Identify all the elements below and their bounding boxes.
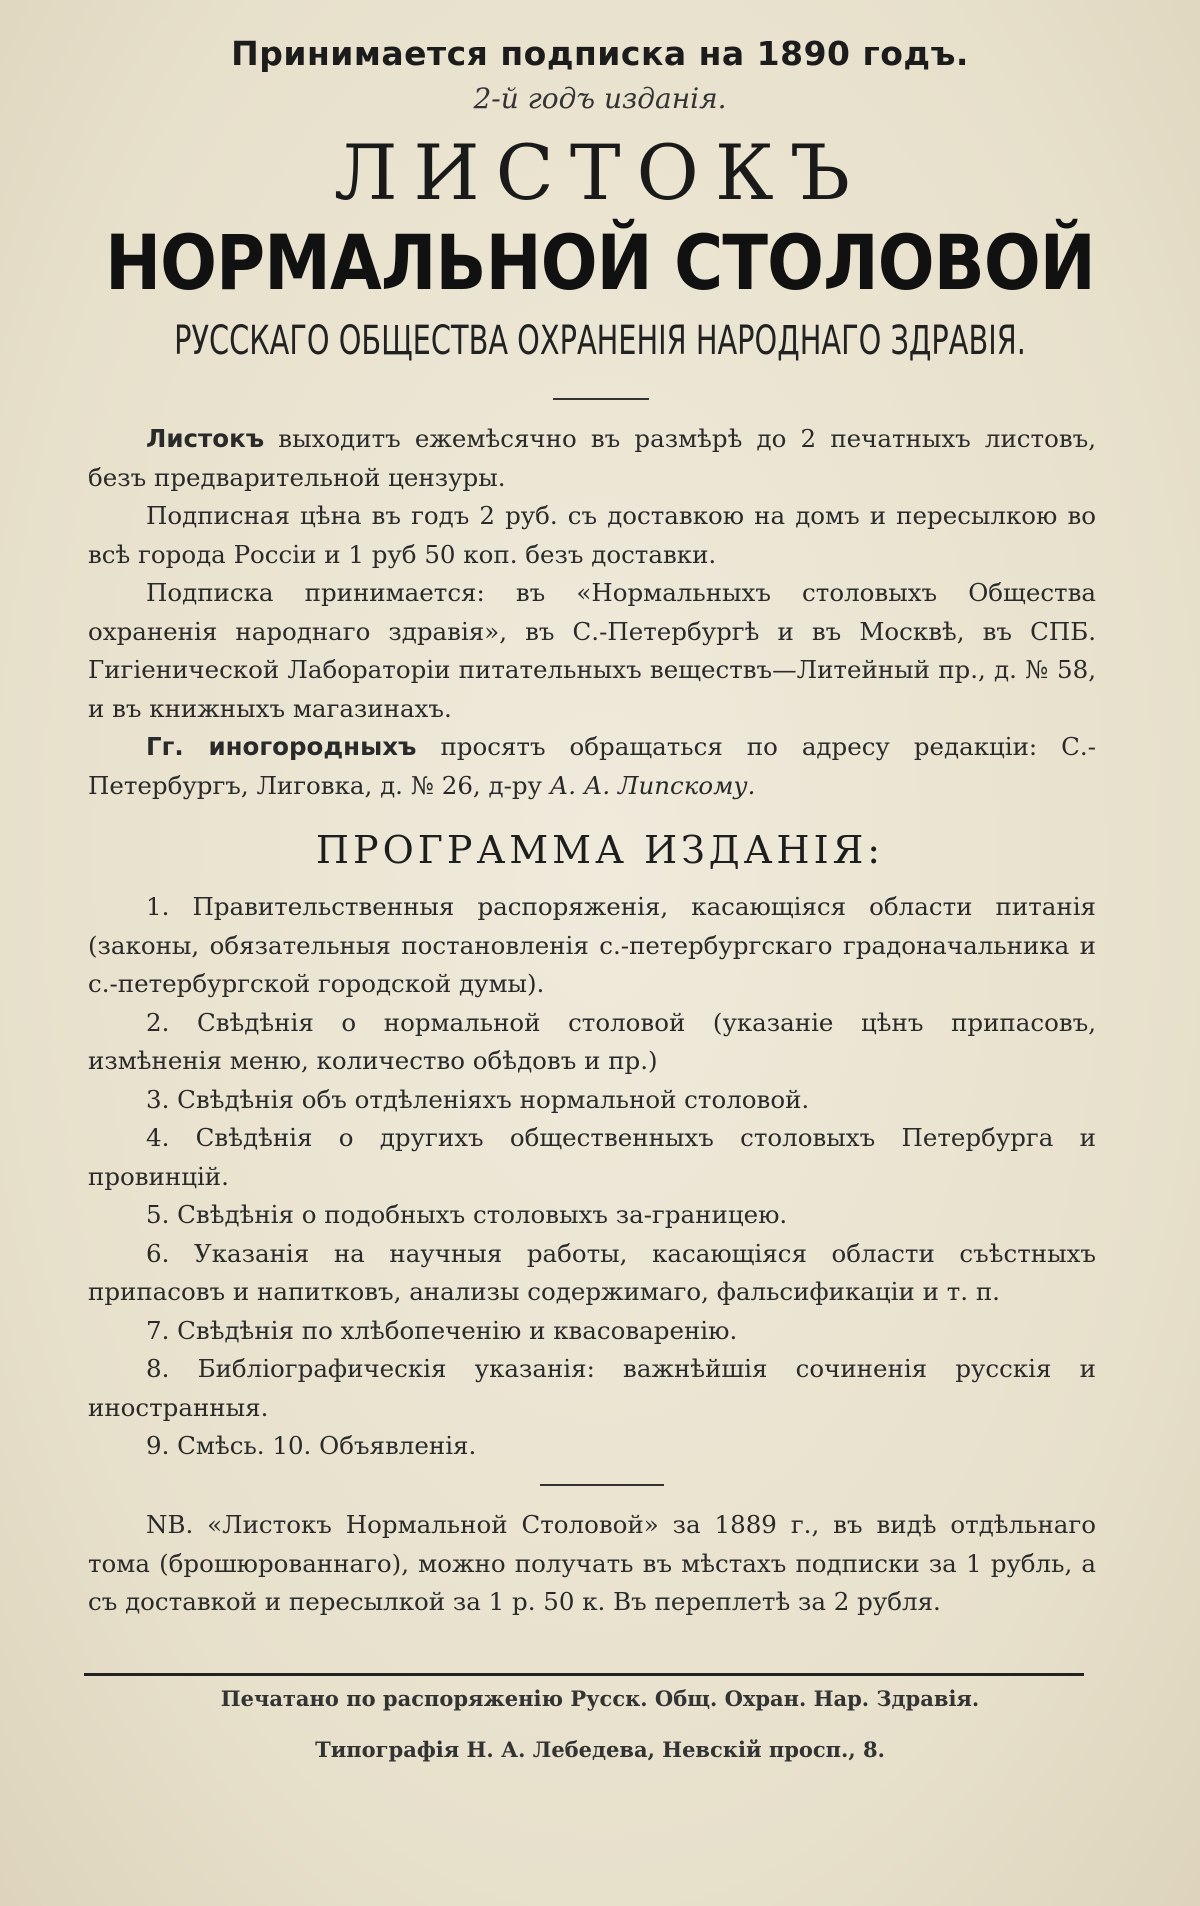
- footer-rule: [84, 1673, 1084, 1676]
- printed-by: Печатано по распоряженію Русск. Общ. Охран. Нар. Здравія.: [220, 1686, 980, 1711]
- editor-name: А. А. Липскому.: [549, 770, 756, 800]
- divider: [540, 1484, 664, 1486]
- info-paragraph: [88, 728, 1096, 805]
- program-item: 5. Свѣдѣнія о подобныхъ столовыхъ за-границею.: [146, 1200, 788, 1229]
- info-paragraph: [88, 420, 1096, 497]
- info-text: просятъ обращаться по адресу редакціи: С.-Петербургъ, Лиговка, д. № 26, д-ру: [88, 732, 1096, 800]
- info-section: [88, 420, 1096, 805]
- info-bold: Листокъ: [146, 424, 265, 453]
- program-item: 6. Указанія на научныя работы, касающіяся области съѣстныхъ припасовъ и напитковъ, анализы содержимаго, фальсификаціи и т. п.: [88, 1238, 1096, 1306]
- program-item: 3. Свѣдѣнія объ отдѣленіяхъ нормальной столовой.: [146, 1084, 810, 1114]
- program-item: 7. Свѣдѣнія по хлѣбопеченію и квасоваренію.: [146, 1315, 738, 1345]
- program-item: 1. Правительственныя распоряженія, касающіяся области питанія (законы, обязательныя постановленія с.-петербургскаго градоначальника и с.-петербургской городской думы).: [88, 892, 1096, 998]
- program-list: [88, 888, 1096, 1466]
- subscription-notice: Принимается подписка на 1890 годъ.: [231, 34, 969, 73]
- program-item: 2. Свѣдѣнія о нормальной столовой (указаніе цѣнъ припасовъ, измѣненія меню, количество обѣдовъ и пр.): [88, 1007, 1096, 1075]
- title-line-3: РУССКАГО ОБЩЕСТВА ОХРАНЕНІЯ НАРОДНАГО ЗДРАВІЯ.: [174, 318, 1026, 364]
- info-paragraph: Подписная цѣна въ годъ 2 руб. съ доставкою на домъ и пересылкою во всѣ города Россіи и 1 руб 50 коп. безъ доставки.: [88, 501, 1096, 569]
- title-line-2: НОРМАЛЬНОЙ СТОЛОВОЙ: [105, 218, 1095, 307]
- program-item: 9. Смѣсь. 10. Объявленія.: [146, 1431, 477, 1460]
- program-item: 8. Библіографическія указанія: важнѣйшія сочиненія русскія и иностранныя.: [88, 1354, 1096, 1422]
- program-item: 4. Свѣдѣнія о другихъ общественныхъ столовыхъ Петербурга и провинцій.: [88, 1123, 1096, 1191]
- info-paragraph: Подписка принимается: въ «Нормальныхъ столовыхъ Общества охраненія народнаго здравія», въ С.-Петербургѣ и въ Москвѣ, въ СПБ. Гигіенической Лабораторіи питательныхъ веществъ—Литейный пр., д. № 58, и въ книжныхъ магазинахъ.: [88, 578, 1096, 723]
- printing-house: Типографія Н. А. Лебедева, Невскій просп., 8.: [315, 1737, 885, 1762]
- year-of-edition: 2-й годъ изданія.: [473, 82, 727, 115]
- title-line-1: ЛИСТОКЪ: [333, 128, 867, 217]
- info-bold: Гг. иногородныхъ: [146, 732, 417, 761]
- divider: [553, 398, 649, 400]
- nb-paragraph: NB. «Листокъ Нормальной Столовой» за 1889 г., въ видѣ отдѣльнаго тома (брошюрованнаго), можно получать въ мѣстахъ подписки за 1 рубль, а съ доставкой и пересылкой за 1 р. 50 к. Въ переплетѣ за 2 рубля.: [88, 1510, 1096, 1616]
- program-title: ПРОГРАММА ИЗДАНІЯ:: [315, 828, 885, 872]
- info-text: выходитъ ежемѣсячно въ размѣрѣ до 2 печатныхъ листовъ, безъ предварительной цензуры.: [88, 424, 1096, 492]
- nb-note: [88, 1506, 1096, 1622]
